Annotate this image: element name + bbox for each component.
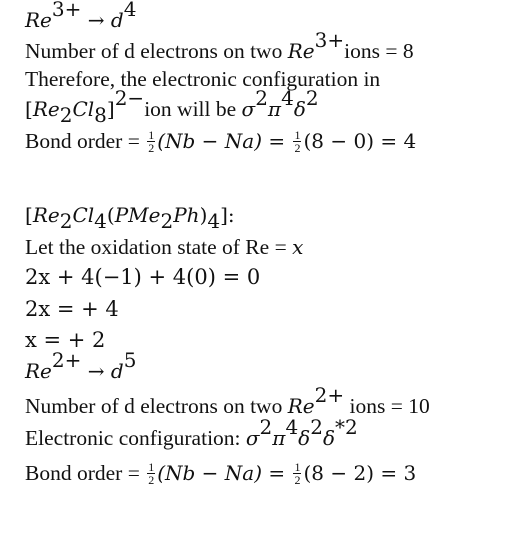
d-orbital: d	[110, 359, 124, 383]
count-ion: Re	[287, 394, 315, 418]
d-orbital: d	[110, 8, 124, 32]
complex-cl: Cl	[72, 97, 95, 121]
d-count: 4	[123, 0, 137, 21]
d-electron-count-line-2	[25, 383, 430, 421]
one-half-fraction	[147, 129, 155, 154]
delta-exponent: 2	[305, 86, 319, 110]
oxidation-variable: x	[292, 235, 304, 259]
count-text: Number of d electrons on two	[25, 39, 288, 63]
fraction-denominator: 2	[294, 472, 301, 487]
complex-re-subscript: 2	[59, 103, 73, 127]
paren-close: )	[199, 203, 208, 227]
bond-order-expression: (Nb − Na) =	[157, 129, 292, 153]
ligand-pme-subscript: 2	[160, 209, 174, 233]
count-charge: 3+	[314, 28, 345, 52]
one-half-fraction	[293, 461, 301, 486]
complex-charge: 2−	[114, 86, 145, 110]
equation-1: 2x + 4(−1) + 4(0) = 0	[25, 265, 261, 289]
pi-exponent: 4	[285, 415, 299, 439]
bond-order-line-1	[25, 126, 416, 156]
fraction-numerator: 1	[294, 127, 301, 142]
therefore-text: Therefore, the electronic configuration in	[25, 67, 381, 91]
delta-exponent: 2	[310, 415, 323, 439]
ion-charge: 2+	[51, 348, 82, 372]
delta-star-symbol: δ	[322, 426, 335, 450]
count-charge: 2+	[314, 383, 345, 407]
pi-exponent: 4	[281, 86, 294, 110]
arrow: →	[81, 8, 111, 32]
therefore-line	[25, 64, 380, 94]
fraction-denominator: 2	[148, 472, 155, 487]
delta-symbol: δ	[293, 97, 306, 121]
pi-symbol: π	[267, 97, 282, 121]
complex-re-subscript: 2	[59, 209, 73, 233]
arrow: →	[81, 359, 111, 383]
sigma-exponent: 2	[255, 86, 268, 110]
delta-symbol: δ	[298, 426, 311, 450]
electronic-config-line	[25, 415, 358, 453]
sigma-symbol: σ	[241, 97, 256, 121]
ion-symbol: Re	[25, 359, 52, 383]
count-ion: Re	[287, 39, 315, 63]
sigma-symbol: σ	[245, 426, 260, 450]
bond-order-label: Bond order =	[25, 461, 146, 485]
fraction-numerator: 1	[148, 459, 155, 474]
complex-cl-subscript: 8	[94, 103, 107, 127]
equation-3: x = + 2	[25, 328, 106, 352]
d-electron-count-line	[25, 28, 414, 66]
fraction-denominator: 2	[148, 140, 155, 155]
bond-order-values: (8 − 2) = 3	[303, 461, 417, 485]
bond-order-line-2	[25, 458, 416, 488]
one-half-fraction	[293, 129, 301, 154]
d-count: 5	[123, 348, 137, 372]
paren-open: (	[106, 203, 115, 227]
will-be-text: ion will be	[144, 97, 242, 121]
ligand-ph: Ph	[173, 203, 200, 227]
one-half-fraction	[147, 461, 155, 486]
count-suffix: ions = 10	[344, 394, 430, 418]
re3-config-line	[25, 0, 137, 35]
complex-re: Re	[32, 203, 60, 227]
ligand-pme: PMe	[114, 203, 161, 227]
oxidation-state-line	[25, 232, 303, 262]
complex-cl: Cl	[72, 203, 95, 227]
complex-config-line	[25, 86, 319, 127]
bracket-close: ]:	[220, 203, 235, 227]
fraction-denominator: 2	[294, 140, 301, 155]
bond-order-values: (8 − 0) = 4	[303, 129, 417, 153]
bracket-open: [	[25, 203, 33, 227]
sigma-exponent: 2	[259, 415, 273, 439]
count-suffix: ions = 8	[344, 39, 414, 63]
bond-order-label: Bond order =	[25, 129, 146, 153]
complex-2-heading	[25, 200, 235, 233]
ligand-count-subscript: 4	[207, 209, 221, 233]
complex-cl-subscript: 4	[94, 209, 107, 233]
ion-symbol: Re	[25, 8, 52, 32]
complex-re: Re	[32, 97, 60, 121]
config-label: Electronic configuration:	[25, 426, 246, 450]
count-text: Number of d electrons on two	[25, 394, 288, 418]
delta-star-exponent: *2	[335, 415, 358, 439]
oxidation-text: Let the oxidation state of Re =	[25, 235, 293, 259]
bracket-open: [	[25, 97, 33, 121]
ion-charge: 3+	[51, 0, 82, 21]
pi-symbol: π	[272, 426, 286, 450]
bond-order-expression: (Nb − Na) =	[157, 461, 292, 485]
bracket-close: ]	[106, 97, 115, 121]
re2-config-line	[25, 348, 137, 386]
equation-2: 2x = + 4	[25, 297, 119, 321]
fraction-numerator: 1	[148, 127, 155, 142]
fraction-numerator: 1	[294, 459, 301, 474]
